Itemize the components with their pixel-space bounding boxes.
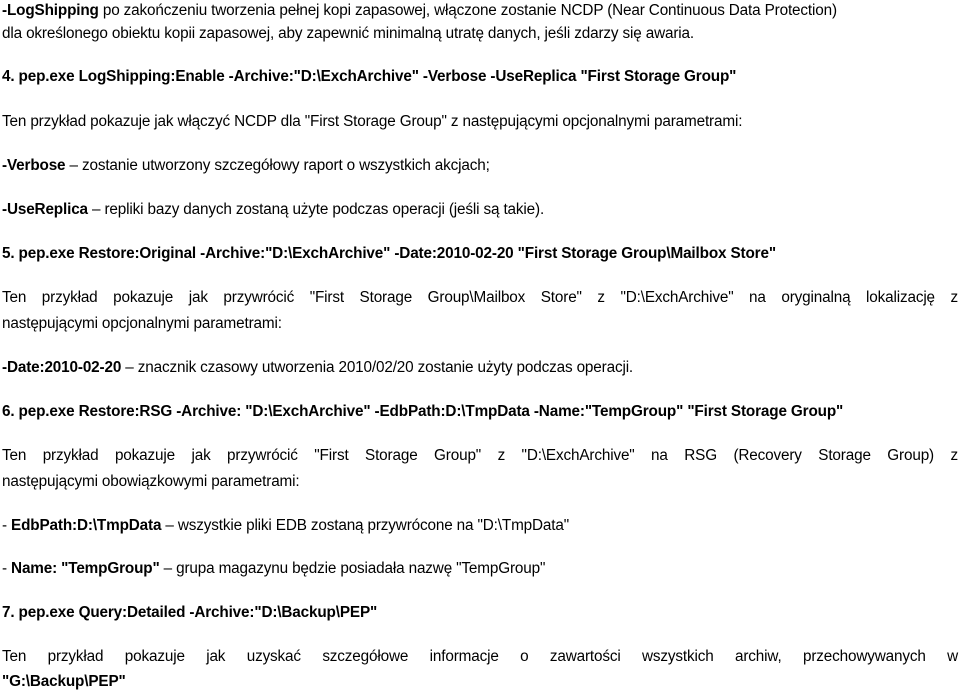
param-term: -Verbose bbox=[2, 157, 66, 174]
example-6-heading: 6. pep.exe Restore:RSG -Archive: "D:\ExchArchive" -EdbPath:D:\TmpData -Name:"TempGroup" "First Storage Group" bbox=[2, 403, 844, 420]
example-4-param-verbose bbox=[2, 156, 490, 176]
param-text: – grupa magazynu będzie posiadała nazwę "TempGroup" bbox=[159, 560, 546, 577]
example-5-heading: 5. pep.exe Restore:Original -Archive:"D:\ExchArchive" -Date:2010-02-20 "First Storage Group\Mailbox Store" bbox=[2, 245, 776, 262]
param-text: – repliki bazy danych zostaną użyte podczas operacji (jeśli są takie). bbox=[87, 201, 545, 218]
example-4-heading: 4. pep.exe LogShipping:Enable -Archive:"D:\ExchArchive" -Verbose -UseReplica "First Storage Group" bbox=[2, 68, 737, 85]
param-text: – wszystkie pliki EDB zostaną przywrócone na "D:\TmpData" bbox=[161, 517, 570, 534]
example-7-heading: 7. pep.exe Query:Detailed -Archive:"D:\Backup\PEP" bbox=[2, 604, 378, 621]
example-4-param-usereplica bbox=[2, 200, 544, 220]
example-7-description-line-2: "G:\Backup\PEP" bbox=[2, 673, 126, 690]
param-term: EdbPath:D:\TmpData bbox=[11, 517, 162, 534]
param-text: – znacznik czasowy utworzenia 2010/02/20 zostanie użyty podczas operacji. bbox=[121, 359, 634, 376]
example-5-param-date bbox=[2, 358, 633, 378]
example-6-param-edbpath bbox=[2, 516, 569, 536]
example-6-description-line-2: następującymi obowiązkowymi parametrami: bbox=[2, 473, 300, 490]
logshipping-term: -LogShipping bbox=[2, 2, 99, 19]
param-text: – zostanie utworzony szczegółowy raport o wszystkich akcjach; bbox=[65, 157, 490, 174]
logshipping-line-2: dla określonego obiektu kopii zapasowej, aby zapewnić minimalną utratę danych, jeśli zdarzy się awaria. bbox=[2, 25, 694, 42]
param-prefix: - bbox=[2, 517, 12, 534]
example-4-description: Ten przykład pokazuje jak włączyć NCDP dla "First Storage Group" z następującymi opcjonalnymi parametrami: bbox=[2, 113, 743, 130]
param-term: -Date:2010-02-20 bbox=[2, 359, 122, 376]
param-prefix: - bbox=[2, 560, 12, 577]
example-6-param-name bbox=[2, 559, 545, 579]
example-5-description-line-2: następującymi opcjonalnymi parametrami: bbox=[2, 315, 282, 332]
example-5-description-line-1: Ten przykład pokazuje jak przywrócić "First Storage Group\Mailbox Store" z "D:\ExchArchive" na oryginalną lokalizację z bbox=[2, 289, 958, 306]
example-6-description-line-1: Ten przykład pokazuje jak przywrócić "First Storage Group" z "D:\ExchArchive" na RSG (Recovery Storage Group) z bbox=[2, 447, 958, 464]
logshipping-description: po zakończeniu tworzenia pełnej kopi zapasowej, włączone zostanie NCDP (Near Continuous Data Protection) bbox=[98, 2, 837, 19]
logshipping-line-1 bbox=[2, 1, 837, 21]
param-term: Name: "TempGroup" bbox=[11, 560, 160, 577]
example-7-description-line-1: Ten przykład pokazuje jak uzyskać szczegółowe informacje o zawartości wszystkich archiw, przechowywanych w bbox=[2, 648, 958, 665]
param-term: -UseReplica bbox=[2, 201, 88, 218]
